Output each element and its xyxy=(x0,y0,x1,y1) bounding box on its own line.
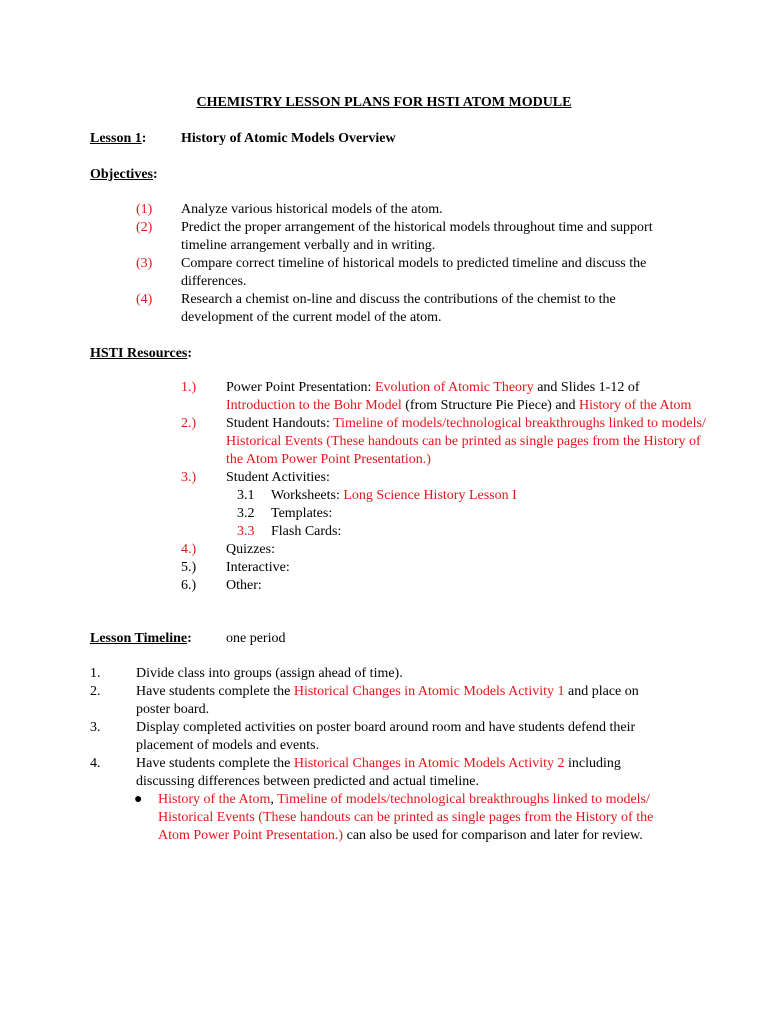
objective-number: (3) xyxy=(136,256,153,271)
resource-connector: and Slides 1-12 of xyxy=(533,380,640,395)
bullet-item xyxy=(134,791,673,845)
lesson-colon: : xyxy=(141,131,147,146)
step-text-part: including discussing differences between predicted and actual timeline. xyxy=(136,756,621,789)
resource-label: Power Point Presentation: xyxy=(226,380,375,395)
sub-number: 3.1 xyxy=(237,488,255,503)
objective-text: Predict the proper arrangement of the historical models throughout time and support timeline arrangement verbally and in writing. xyxy=(181,220,653,253)
objectives-colon: : xyxy=(152,167,158,182)
objective-item xyxy=(0,291,768,327)
resource-item-presentation xyxy=(0,379,768,415)
timeline-label: Lesson Timeline xyxy=(90,631,188,646)
step-number: 2. xyxy=(90,684,101,699)
resource-label: Student Handouts: xyxy=(226,416,334,431)
lesson-heading xyxy=(90,130,146,148)
bullet-text: can also be used for comparison and later for review. xyxy=(343,828,643,843)
sub-number: 3.2 xyxy=(237,506,255,521)
timeline-value: one period xyxy=(226,631,286,646)
objective-text: Compare correct timeline of historical models to predicted timeline and discuss the differences. xyxy=(181,256,647,289)
sub-label: Flash Cards: xyxy=(271,524,342,539)
objective-number: (2) xyxy=(136,220,153,235)
resource-number: 2.) xyxy=(181,416,197,431)
resource-item-other xyxy=(0,577,768,595)
resource-text: Interactive: xyxy=(226,560,290,575)
step-number: 4. xyxy=(90,756,101,771)
resource-text: Other: xyxy=(226,578,262,593)
resource-text: Quizzes: xyxy=(226,542,275,557)
sub-label: Worksheets: xyxy=(271,488,344,503)
step-item xyxy=(0,683,768,719)
step-number: 3. xyxy=(90,720,101,735)
resources-colon: : xyxy=(187,346,193,361)
lesson-label: Lesson 1 xyxy=(90,131,142,146)
link-long-science-history-lesson[interactable]: Long Science History Lesson I xyxy=(343,488,517,503)
resource-number: 6.) xyxy=(181,578,197,593)
step-text: Display completed activities on poster board around room and have students defend their placement of models and events. xyxy=(136,720,636,753)
resource-item-activities xyxy=(0,469,768,487)
sub-number: 3.3 xyxy=(237,524,255,539)
step-text xyxy=(136,755,676,791)
resource-number: 5.) xyxy=(181,560,197,575)
resource-text xyxy=(226,415,706,469)
link-activity-2[interactable]: Historical Changes in Atomic Models Activity 2 xyxy=(293,756,565,771)
resource-item-handouts xyxy=(0,415,768,469)
link-history-of-the-atom-bullet[interactable]: History of the Atom xyxy=(158,792,271,807)
activity-sub-item-worksheets xyxy=(237,487,768,505)
objective-text: Research a chemist on-line and discuss the contributions of the chemist to the development of the current model of the atom. xyxy=(181,292,616,325)
objectives-label: Objectives xyxy=(90,167,153,182)
step-number: 1. xyxy=(90,666,101,681)
activity-sub-item-flash-cards xyxy=(237,523,768,541)
activity-sub-item-templates xyxy=(237,505,768,523)
objective-number: (4) xyxy=(136,292,153,307)
resource-text: Student Activities: xyxy=(226,470,330,485)
step-text xyxy=(136,683,676,719)
link-introduction-to-bohr-model[interactable]: Introduction to the Bohr Model xyxy=(226,398,402,413)
link-evolution-of-atomic-theory[interactable]: Evolution of Atomic Theory xyxy=(374,380,534,395)
resource-connector: (from Structure Pie Piece) and xyxy=(401,398,580,413)
resource-number: 1.) xyxy=(181,380,197,395)
objectives-heading xyxy=(90,166,158,184)
step-item xyxy=(0,719,768,755)
bullet-icon: ● xyxy=(134,792,143,807)
resource-item-interactive xyxy=(0,559,768,577)
procedure-steps xyxy=(0,665,768,845)
step-text-part: Have students complete the xyxy=(136,684,294,699)
objective-text: Analyze various historical models of the atom. xyxy=(181,202,443,217)
lesson-title: History of Atomic Models Overview xyxy=(181,131,396,146)
timeline-colon: : xyxy=(187,631,192,646)
link-timeline-handouts[interactable]: Timeline of models/technological breakthroughs linked to models/ Historical Events (These handouts can be printed as single pages from the History of the Atom Power Point Presentation.) xyxy=(226,416,706,467)
link-activity-1[interactable]: Historical Changes in Atomic Models Activity 1 xyxy=(293,684,565,699)
objectives-list xyxy=(0,201,768,327)
resources-heading xyxy=(90,345,192,363)
resources-label: HSTI Resources xyxy=(90,346,188,361)
objective-item xyxy=(0,219,768,255)
bullet-separator: , xyxy=(270,792,278,807)
step-text-part: and place on poster board. xyxy=(136,684,639,717)
objective-number: (1) xyxy=(136,202,153,217)
sub-label: Templates: xyxy=(271,506,333,521)
step-item xyxy=(0,755,768,791)
resources-list xyxy=(0,379,768,595)
link-timeline-handouts-bullet[interactable]: Timeline of models/technological breakthroughs linked to models/ Historical Events (These handouts can be printed as single pages from the History of the Atom Power Point Presentation.) xyxy=(158,792,654,843)
resource-number: 4.) xyxy=(181,542,197,557)
resource-item-quizzes xyxy=(0,541,768,559)
objective-item xyxy=(0,201,768,219)
resource-number: 3.) xyxy=(181,470,197,485)
step-text: Divide class into groups (assign ahead of time). xyxy=(136,666,403,681)
step-text-part: Have students complete the xyxy=(136,756,294,771)
page-title: CHEMISTRY LESSON PLANS FOR HSTI ATOM MODULE xyxy=(196,95,572,110)
link-history-of-the-atom[interactable]: History of the Atom xyxy=(579,398,692,413)
timeline-heading xyxy=(90,630,192,648)
resource-text xyxy=(226,379,706,415)
objective-item xyxy=(0,255,768,291)
step-item xyxy=(0,665,768,683)
